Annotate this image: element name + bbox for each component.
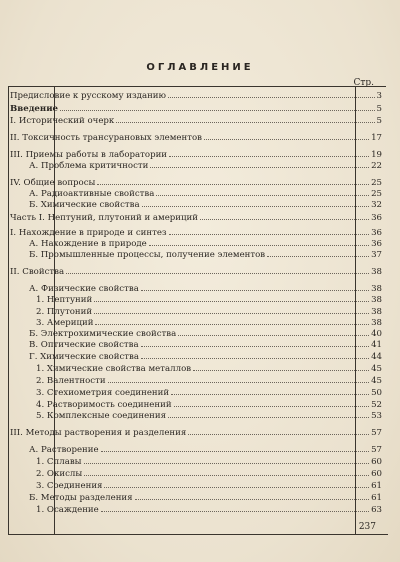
toc-entry-page: 60	[371, 469, 382, 479]
toc-entry-page: 40	[371, 329, 382, 339]
toc-leader	[188, 434, 369, 435]
toc-entry-page: 61	[371, 481, 382, 491]
toc-entry-title: 1. Нептуний	[36, 295, 93, 305]
toc-entry[interactable]	[29, 284, 382, 295]
toc-entry-page: 22	[371, 161, 382, 171]
toc-entry[interactable]	[36, 307, 382, 318]
toc-entry-title: 2. Плутоний	[36, 307, 93, 317]
toc-entry[interactable]	[10, 91, 382, 102]
toc-entry-title: Б. Электрохимические свойства	[29, 329, 177, 339]
toc-entry-page: 19	[371, 150, 382, 160]
toc-entry[interactable]	[29, 340, 382, 351]
toc-entry[interactable]	[36, 481, 382, 492]
toc-entry-page: 5	[376, 104, 382, 114]
toc-leader	[135, 499, 369, 500]
toc-leader	[97, 184, 369, 185]
toc-leader	[94, 301, 369, 302]
toc-entry-title: 3. Стехиометрия соединений	[36, 388, 170, 398]
toc-entry-page: 32	[371, 200, 382, 210]
toc-leader	[104, 487, 369, 488]
toc-entry[interactable]	[29, 250, 382, 261]
toc-entry-title: 1. Химические свойства металлов	[36, 364, 192, 374]
toc-entry-page: 38	[371, 267, 382, 277]
toc-entry-title: А. Радиоактивные свойства	[29, 189, 155, 199]
toc-entry-page: 44	[371, 352, 382, 362]
toc-entry-title: III. Приемы работы в лаборатории	[10, 150, 168, 160]
toc-entry-page: 25	[371, 178, 382, 188]
toc-leader	[200, 219, 369, 220]
toc-entry-page: 45	[371, 364, 382, 374]
toc-leader	[101, 451, 369, 452]
toc-entry[interactable]	[10, 213, 382, 224]
toc-entry-page: 36	[371, 228, 382, 238]
toc-entry[interactable]	[36, 388, 382, 399]
toc-entry-title: 1. Осаждение	[36, 505, 99, 515]
toc-entry-page: 45	[371, 376, 382, 386]
toc-entry-title: II. Токсичность трансурановых элементов	[10, 133, 203, 143]
toc-entry-title: 2. Окислы	[36, 469, 83, 479]
toc-entry[interactable]	[10, 228, 382, 239]
toc-entry[interactable]	[29, 329, 382, 340]
toc-leader	[141, 358, 369, 359]
toc-entry[interactable]	[36, 400, 382, 411]
toc-entry-page: 53	[371, 411, 382, 421]
toc-leader	[169, 156, 369, 157]
toc-entry-title: Часть I. Нептуний, плутоний и америций	[10, 213, 199, 223]
toc-leader	[267, 256, 369, 257]
toc-leader	[178, 335, 369, 336]
toc-entry-title: Б. Химические свойства	[29, 200, 140, 210]
toc-entry-page: 50	[371, 388, 382, 398]
toc-entry-title: 3. Соединения	[36, 481, 103, 491]
toc-entry-page: 41	[371, 340, 382, 350]
toc-leader	[168, 417, 369, 418]
toc-entry[interactable]	[10, 150, 382, 161]
toc-entry-title: 3. Америций	[36, 318, 94, 328]
toc-entry-title: А. Проблема критичности	[29, 161, 149, 171]
toc-leader	[150, 167, 369, 168]
toc-entry-title: IV. Общие вопросы	[10, 178, 96, 188]
toc-leader	[60, 110, 375, 111]
toc-entry-page: 63	[371, 505, 382, 515]
toc-entry-title: Б. Методы разделения	[29, 493, 133, 503]
toc-entry[interactable]	[10, 116, 382, 127]
toc-entry-title: 5. Комплексные соединения	[36, 411, 167, 421]
toc-leader	[193, 370, 369, 371]
toc-entry-page: 3	[376, 91, 382, 101]
toc-entry-page: 37	[371, 250, 382, 260]
page-title: ОГЛАВЛЕНИЕ	[146, 62, 254, 73]
toc-entry-page: 36	[371, 239, 382, 249]
toc-entry[interactable]	[36, 411, 382, 422]
toc-entry-title: 2. Валентности	[36, 376, 106, 386]
toc-entry-page: 38	[371, 295, 382, 305]
toc-entry[interactable]	[36, 505, 382, 516]
toc-leader	[149, 245, 369, 246]
toc-entry-page: 57	[371, 445, 382, 455]
toc-leader	[142, 206, 369, 207]
toc-entry[interactable]	[10, 133, 382, 144]
toc-entry[interactable]	[36, 318, 382, 329]
toc-entry-page: 60	[371, 457, 382, 467]
toc-entry[interactable]	[29, 445, 382, 456]
toc-entry-page: 17	[371, 133, 382, 143]
toc-entry-title: I. Исторический очерк	[10, 116, 115, 126]
toc-entry[interactable]	[29, 161, 382, 172]
toc-leader	[171, 394, 369, 395]
toc-leader	[94, 313, 369, 314]
toc-leader	[84, 475, 369, 476]
toc-entry-page: 5	[376, 116, 382, 126]
toc-leader	[141, 290, 369, 291]
toc-entry-title: А. Нахождение в природе	[29, 239, 147, 249]
toc-leader	[204, 139, 369, 140]
toc-entry[interactable]	[10, 178, 382, 189]
toc-entry-title: I. Нахождение в природе и синтез	[10, 228, 167, 238]
toc-leader	[156, 195, 369, 196]
toc-entry[interactable]	[29, 493, 382, 504]
toc-entry-title: 1. Сплавы	[36, 457, 82, 467]
toc-entry-page: 25	[371, 189, 382, 199]
toc-entry-page: 38	[371, 284, 382, 294]
toc-leader	[108, 382, 369, 383]
toc-entry[interactable]	[29, 189, 382, 200]
toc-entry[interactable]	[10, 267, 382, 278]
toc-leader	[169, 234, 369, 235]
toc-entry[interactable]	[29, 352, 382, 363]
toc-entry[interactable]	[10, 428, 382, 439]
toc-entry[interactable]	[10, 104, 382, 115]
toc-entry[interactable]	[36, 295, 382, 306]
toc-entry-page: 36	[371, 213, 382, 223]
toc-entry[interactable]	[36, 469, 382, 480]
toc-entry-title: Б. Промышленные процессы, получение элементов	[29, 250, 266, 260]
toc-entry-page: 38	[371, 307, 382, 317]
toc-entry-title: А. Растворение	[29, 445, 99, 455]
toc-leader	[95, 324, 369, 325]
toc-leader	[84, 463, 370, 464]
toc-entry-title: II. Свойства	[10, 267, 65, 277]
toc-entry-page: 57	[371, 428, 382, 438]
toc-leader	[101, 511, 369, 512]
toc-leader	[66, 273, 369, 274]
toc-entry-title: Предисловие к русскому изданию	[10, 91, 167, 101]
page-number: 237	[358, 522, 376, 532]
page-column-header: Стр.	[353, 78, 374, 88]
toc-entry[interactable]	[29, 239, 382, 250]
toc-entry[interactable]	[29, 200, 382, 211]
toc-leader	[141, 346, 369, 347]
toc-entry-title: III. Методы растворения и разделения	[10, 428, 187, 438]
toc-entry[interactable]	[36, 457, 382, 468]
toc-entry-title: В. Оптические свойства	[29, 340, 139, 350]
toc-entry-page: 61	[371, 493, 382, 503]
toc-entry-title: 4. Растворимость соединений	[36, 400, 172, 410]
toc-leader	[116, 122, 374, 123]
toc-entry-title: Г. Химические свойства	[29, 352, 139, 362]
toc-entry[interactable]	[36, 364, 382, 375]
toc-leader	[174, 406, 369, 407]
toc-entry-page: 52	[371, 400, 382, 410]
toc-leader	[168, 97, 375, 98]
toc-entry-page: 38	[371, 318, 382, 328]
toc-entry-title: Введение	[10, 104, 59, 114]
toc-entry-title: А. Физические свойства	[29, 284, 139, 294]
toc-entry[interactable]	[36, 376, 382, 387]
